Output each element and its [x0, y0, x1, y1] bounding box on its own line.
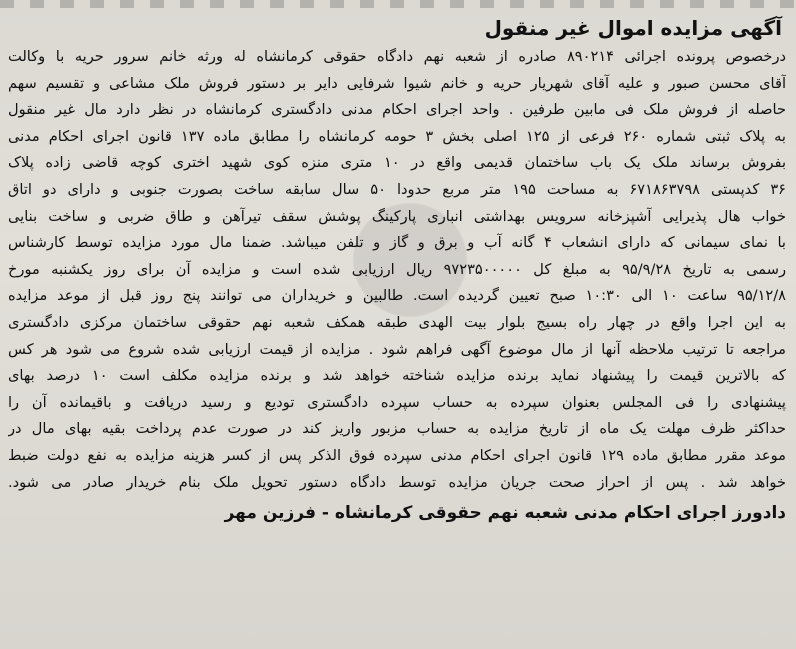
notice-line: حداکثر ظرف مهلت یک ماه از تاریخ مزایده به حساب مزبور واریز کند در صورت عدم پرداخت بقیه بهای مال در: [8, 420, 786, 438]
notice-line: که بالاترین قیمت را پیشنهاد نماید برنده مزایده شناخته خواهد شد و برنده مزایده مکلف است ۱۰ درصد بهای: [8, 367, 786, 385]
notice-line: خواهد شد . پس از احراز صحت جریان مزایده توسط دادگاه دستور تحویل ملک بنام خریدار صادر می شود.: [8, 473, 786, 491]
notice-line: ۹۵/۱۲/۸ ساعت ۱۰ الی ۱۰:۳۰ صبح تعیین گردیده است. طالبین و خریداران می توانند پنج روز قبل از موعد مزایده: [8, 287, 786, 305]
notice-title: آگهی مزایده اموال غیر منقول: [484, 16, 782, 40]
bleed-through-strip: [0, 0, 796, 8]
notice-line: حاصله از فروش ملک فی مابین طرفین . واحد اجرای احکام مدنی دادگستری کرمانشاه در نظر دارد مال غیر منقول: [8, 101, 786, 119]
notice-line: ۳۶ کدپستی ۶۷۱۸۶۳۷۹۸ به مساحت ۱۹۵ متر مربع حدودا ۵۰ سال سابقه ساخت بصورت جنوبی و دارای دو اتاق: [8, 180, 786, 198]
notice-line: آقای محسن صبور و علیه آقای شهریار حریه و خانم شیوا شرفایی دایر بر دستور فروش ملک مشاعی و تقسیم سهم: [8, 74, 786, 92]
notice-line: مراجعه تا ترتیب ملاحظه آنها از مال موضوع آگهی فراهم شود . مزایده از قیمت ارزیابی شده شروع می شود هر کس: [8, 340, 786, 358]
notice-line: به این اجرا واقع در چهار راه بسیج بلوار بیت الهدی طبقه همکف شعبه نهم حقوقی ساختمان مرکزی دادگستری: [8, 313, 786, 331]
notice-line: به پلاک ثبتی شماره ۲۶۰ فرعی از ۱۲۵ اصلی بخش ۳ حومه کرمانشاه را مطابق ماده ۱۳۷ قانون اجرای احکام مدنی: [8, 127, 786, 145]
notice-body: [8, 44, 786, 496]
notice-signature: دادورز اجرای احکام مدنی شعبه نهم حقوقی کرمانشاه - فرزین مهر: [224, 503, 786, 524]
notice-line: درخصوص پرونده اجرائی ۸۹۰۲۱۴ صادره از شعبه نهم دادگاه حقوقی کرمانشاه له ورثه خانم سرور حریه با وکالت: [8, 48, 786, 65]
notice-line: بفروش برساند ملک یک باب ساختمان قدیمی واقع در ۱۰ متری منزه کوی شهید اختری کوچه قاضی زاده پلاک: [8, 154, 786, 172]
notice-line: پیشنهادی را فی المجلس بعنوان سپرده به حساب سپرده دادگستری تودیع و رسید دریافت و باقیمانده آن را: [8, 393, 786, 411]
notice-line: با نمای سیمانی که دارای انشعاب ۴ گانه آب و برق و گاز و تلفن میباشد. ضمنا مال مورد مزایده توسط کارشناس: [8, 234, 786, 252]
notice-line: خواب هال پذیرایی آشپزخانه سرویس بهداشتی انباری پارکینگ پوشش سقف تیرآهن و طاق ضربی و ساخت بنایی: [8, 207, 786, 225]
notice-line: موعد مقرر مطابق ماده ۱۲۹ قانون اجرای احکام مدنی سپرده فوق الذکر پس از کسر هزینه مزایده به نفع دولت ضبط: [8, 446, 786, 464]
notice-line: رسمی به تاریخ ۹۵/۹/۲۸ به مبلغ کل ۹۷۲۳۵۰۰۰۰۰ ریال ارزیابی شده است و مزایده آن برای روز یکشنبه مورخ: [8, 260, 786, 278]
